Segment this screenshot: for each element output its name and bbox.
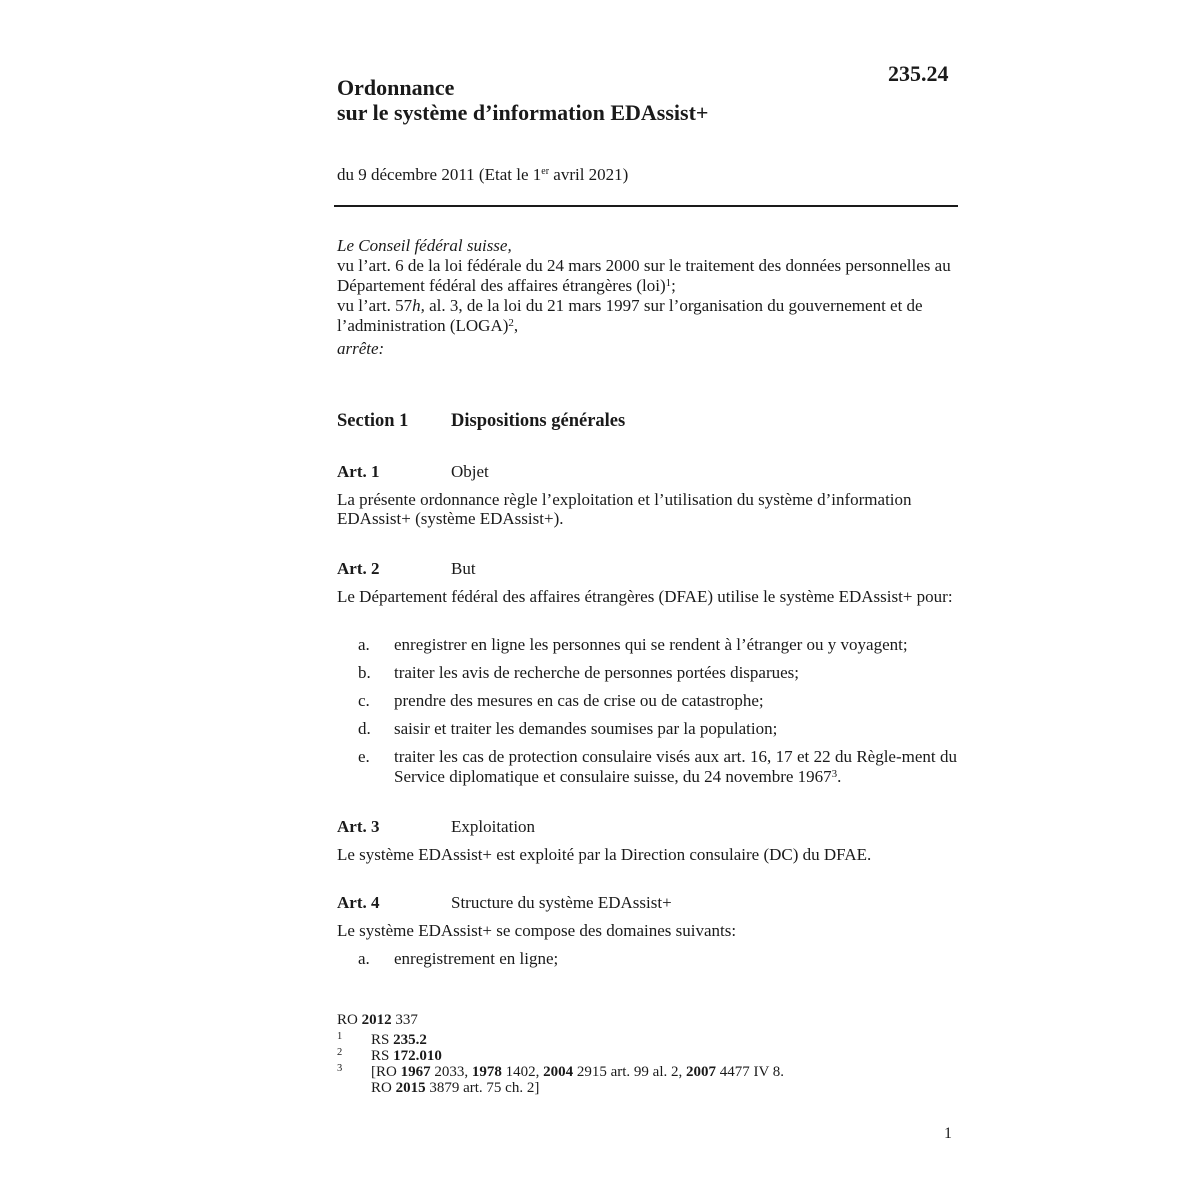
list-item: a. enregistrement en ligne;: [358, 949, 559, 968]
art-2-list: [337, 635, 957, 795]
footnote-2: 2 RS 172.010: [337, 1047, 442, 1064]
art-2-heading: Art. 2 But: [337, 559, 476, 578]
art-4-text: Le système EDAssist+ se compose des domaines suivants:: [337, 921, 737, 940]
art-3-heading: Art. 3 Exploitation: [337, 817, 536, 836]
footnote-ref-2[interactable]: 2: [508, 317, 514, 329]
art-4-list: [337, 949, 957, 977]
preamble: [337, 236, 957, 359]
header-divider: [334, 205, 958, 207]
document-date: du 9 décembre 2011 (Etat le 1er avril 2021): [337, 165, 629, 184]
preamble-basis-1: vu l’art. 6 de la loi fédérale du 24 mars 2000 sur le traitement des données personnelles au Département fédéral des affaires étrangères (loi)$^1$;: [337, 256, 951, 295]
sr-number: 235.24: [888, 61, 949, 86]
title-line-2: sur le système d’information EDAssist+: [337, 100, 709, 125]
art-1-heading: Art. 1 Objet: [337, 462, 489, 481]
official-compilation-ref: RO 2012 337: [337, 1012, 418, 1028]
preamble-basis-2: vu l’art. 57h, al. 3, de la loi du 21 mars 1997 sur l’organisation du gouvernement et de l’administration (LOGA)$^2$,: [337, 296, 923, 335]
art-4-heading: Art. 4 Structure du système EDAssist+: [337, 893, 672, 912]
art-3-text: Le système EDAssist+ est exploité par la Direction consulaire (DC) du DFAE.: [337, 845, 872, 864]
list-item: a. enregistrer en ligne les personnes qui se rendent à l’étranger ou y voyagent;: [358, 635, 908, 654]
footnote-3: 3 [RO 1967 2033, 1978 1402, 2004 2915 art. 99 al. 2, 2007 4477 IV 8. RO 2015 3879 art. 75 ch. 2]: [337, 1063, 785, 1096]
list-item: d. saisir et traiter les demandes soumises par la population;: [358, 719, 778, 738]
preamble-decree: arrête:: [337, 339, 385, 358]
preamble-authority: Le Conseil fédéral suisse,: [337, 236, 512, 255]
art-2-text: Le Département fédéral des affaires étrangères (DFAE) utilise le système EDAssist+ pour:: [337, 587, 953, 606]
document-title: [337, 75, 708, 125]
footnote-ref-3[interactable]: 3: [831, 768, 838, 780]
title-line-1: Ordonnance: [337, 75, 455, 100]
list-item: c. prendre des mesures en cas de crise ou de catastrophe;: [358, 691, 764, 710]
footnote-ref-1[interactable]: 1: [665, 277, 672, 289]
list-item: e. traiter les cas de protection consulaire visés aux art. 16, 17 et 22 du Règle-ment du Service diplomatique et consulaire suisse, du 24 novembre 1967$^3$.: [358, 747, 957, 786]
page-number: 1: [944, 1125, 952, 1142]
section-1-heading: Section 1 Dispositions générales: [337, 411, 626, 431]
footnote-1: 1 RS 235.2: [337, 1031, 427, 1048]
art-1-text: La présente ordonnance règle l’exploitation et l’utilisation du système d’information EDAssist+ (système EDAssist+).: [337, 490, 912, 528]
list-item: b. traiter les avis de recherche de personnes portées disparues;: [358, 663, 799, 682]
